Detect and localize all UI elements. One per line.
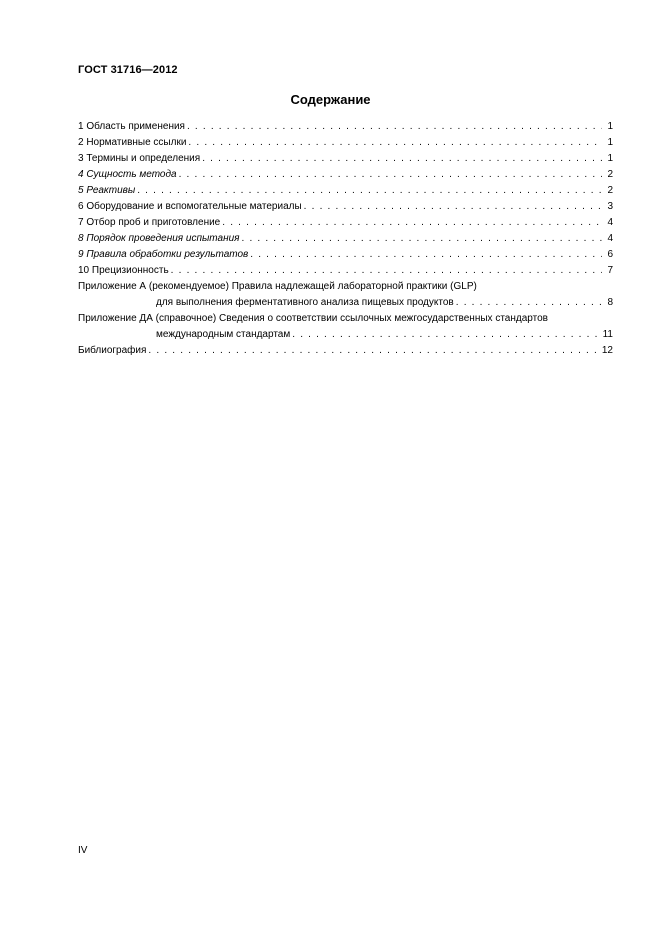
toc-item-label: 9 Правила обработки результатов — [78, 249, 249, 260]
dot-leader — [292, 327, 599, 343]
toc-item-page: 3 — [607, 201, 613, 212]
toc-item-page: 11 — [602, 329, 613, 340]
toc-item-label: 8 Порядок проведения испытания — [78, 233, 240, 244]
toc-item-label: 5 Реактивы — [78, 185, 136, 196]
dot-leader — [241, 231, 602, 247]
toc-item-sampling[interactable] — [78, 215, 613, 231]
toc-item-page: 12 — [601, 345, 613, 356]
toc-item-method-essence[interactable] — [78, 167, 613, 183]
toc-item-page: 7 — [607, 265, 613, 276]
toc-item-label: 7 Отбор проб и приготовление — [78, 217, 221, 228]
toc-item-page: 1 — [607, 121, 613, 132]
toc-title: Содержание — [290, 92, 371, 107]
toc-item-bibliography[interactable] — [78, 343, 613, 359]
toc-item-page: 2 — [607, 185, 613, 196]
dot-leader — [304, 199, 602, 215]
toc-item-terms[interactable] — [78, 151, 613, 167]
toc-item-label: 2 Нормативные ссылки — [78, 137, 187, 148]
table-of-contents — [78, 119, 613, 359]
dot-leader — [202, 151, 602, 167]
toc-item-label: 1 Область применения — [78, 121, 185, 132]
document-code: ГОСТ 31716—2012 — [78, 64, 178, 76]
toc-item-label-line1: Приложение А (рекомендуемое) Правила надлежащей лабораторной практики (GLP) — [78, 281, 477, 292]
toc-item-appendix-da[interactable] — [78, 311, 613, 343]
toc-item-appendix-a[interactable] — [78, 279, 613, 311]
dot-leader — [250, 247, 602, 263]
toc-item-label-line1: Приложение ДА (справочное) Сведения о соответствии ссылочных межгосударственных стандартов — [78, 313, 548, 324]
dot-leader — [188, 135, 602, 151]
toc-item-page: 6 — [607, 249, 613, 260]
toc-item-page: 1 — [607, 137, 613, 148]
toc-item-equipment[interactable] — [78, 199, 613, 215]
toc-item-page: 1 — [607, 153, 613, 164]
dot-leader — [456, 295, 602, 311]
toc-item-page: 8 — [607, 297, 613, 308]
toc-item-precision[interactable] — [78, 263, 613, 279]
toc-item-label: 6 Оборудование и вспомогательные материалы — [78, 201, 302, 212]
dot-leader — [171, 263, 602, 279]
dot-leader — [137, 183, 602, 199]
toc-item-page: 4 — [607, 233, 613, 244]
toc-item-label-line2: международным стандартам — [156, 329, 291, 340]
dot-leader — [179, 167, 602, 183]
toc-item-page: 4 — [607, 217, 613, 228]
page-number-roman: IV — [78, 845, 88, 856]
toc-item-label-line2: для выполнения ферментативного анализа пищевых продуктов — [156, 297, 454, 308]
toc-item-scope[interactable] — [78, 119, 613, 135]
toc-item-label: 10 Прецизионность — [78, 265, 169, 276]
toc-item-result-processing[interactable] — [78, 247, 613, 263]
toc-item-label: 3 Термины и определения — [78, 153, 201, 164]
dot-leader — [222, 215, 602, 231]
toc-item-page: 2 — [607, 169, 613, 180]
dot-leader — [148, 343, 598, 359]
toc-item-label: Библиография — [78, 345, 147, 356]
toc-item-test-procedure[interactable] — [78, 231, 613, 247]
toc-item-reagents[interactable] — [78, 183, 613, 199]
toc-item-label: 4 Сущность метода — [78, 169, 177, 180]
dot-leader — [187, 119, 602, 135]
toc-item-normative-references[interactable] — [78, 135, 613, 151]
